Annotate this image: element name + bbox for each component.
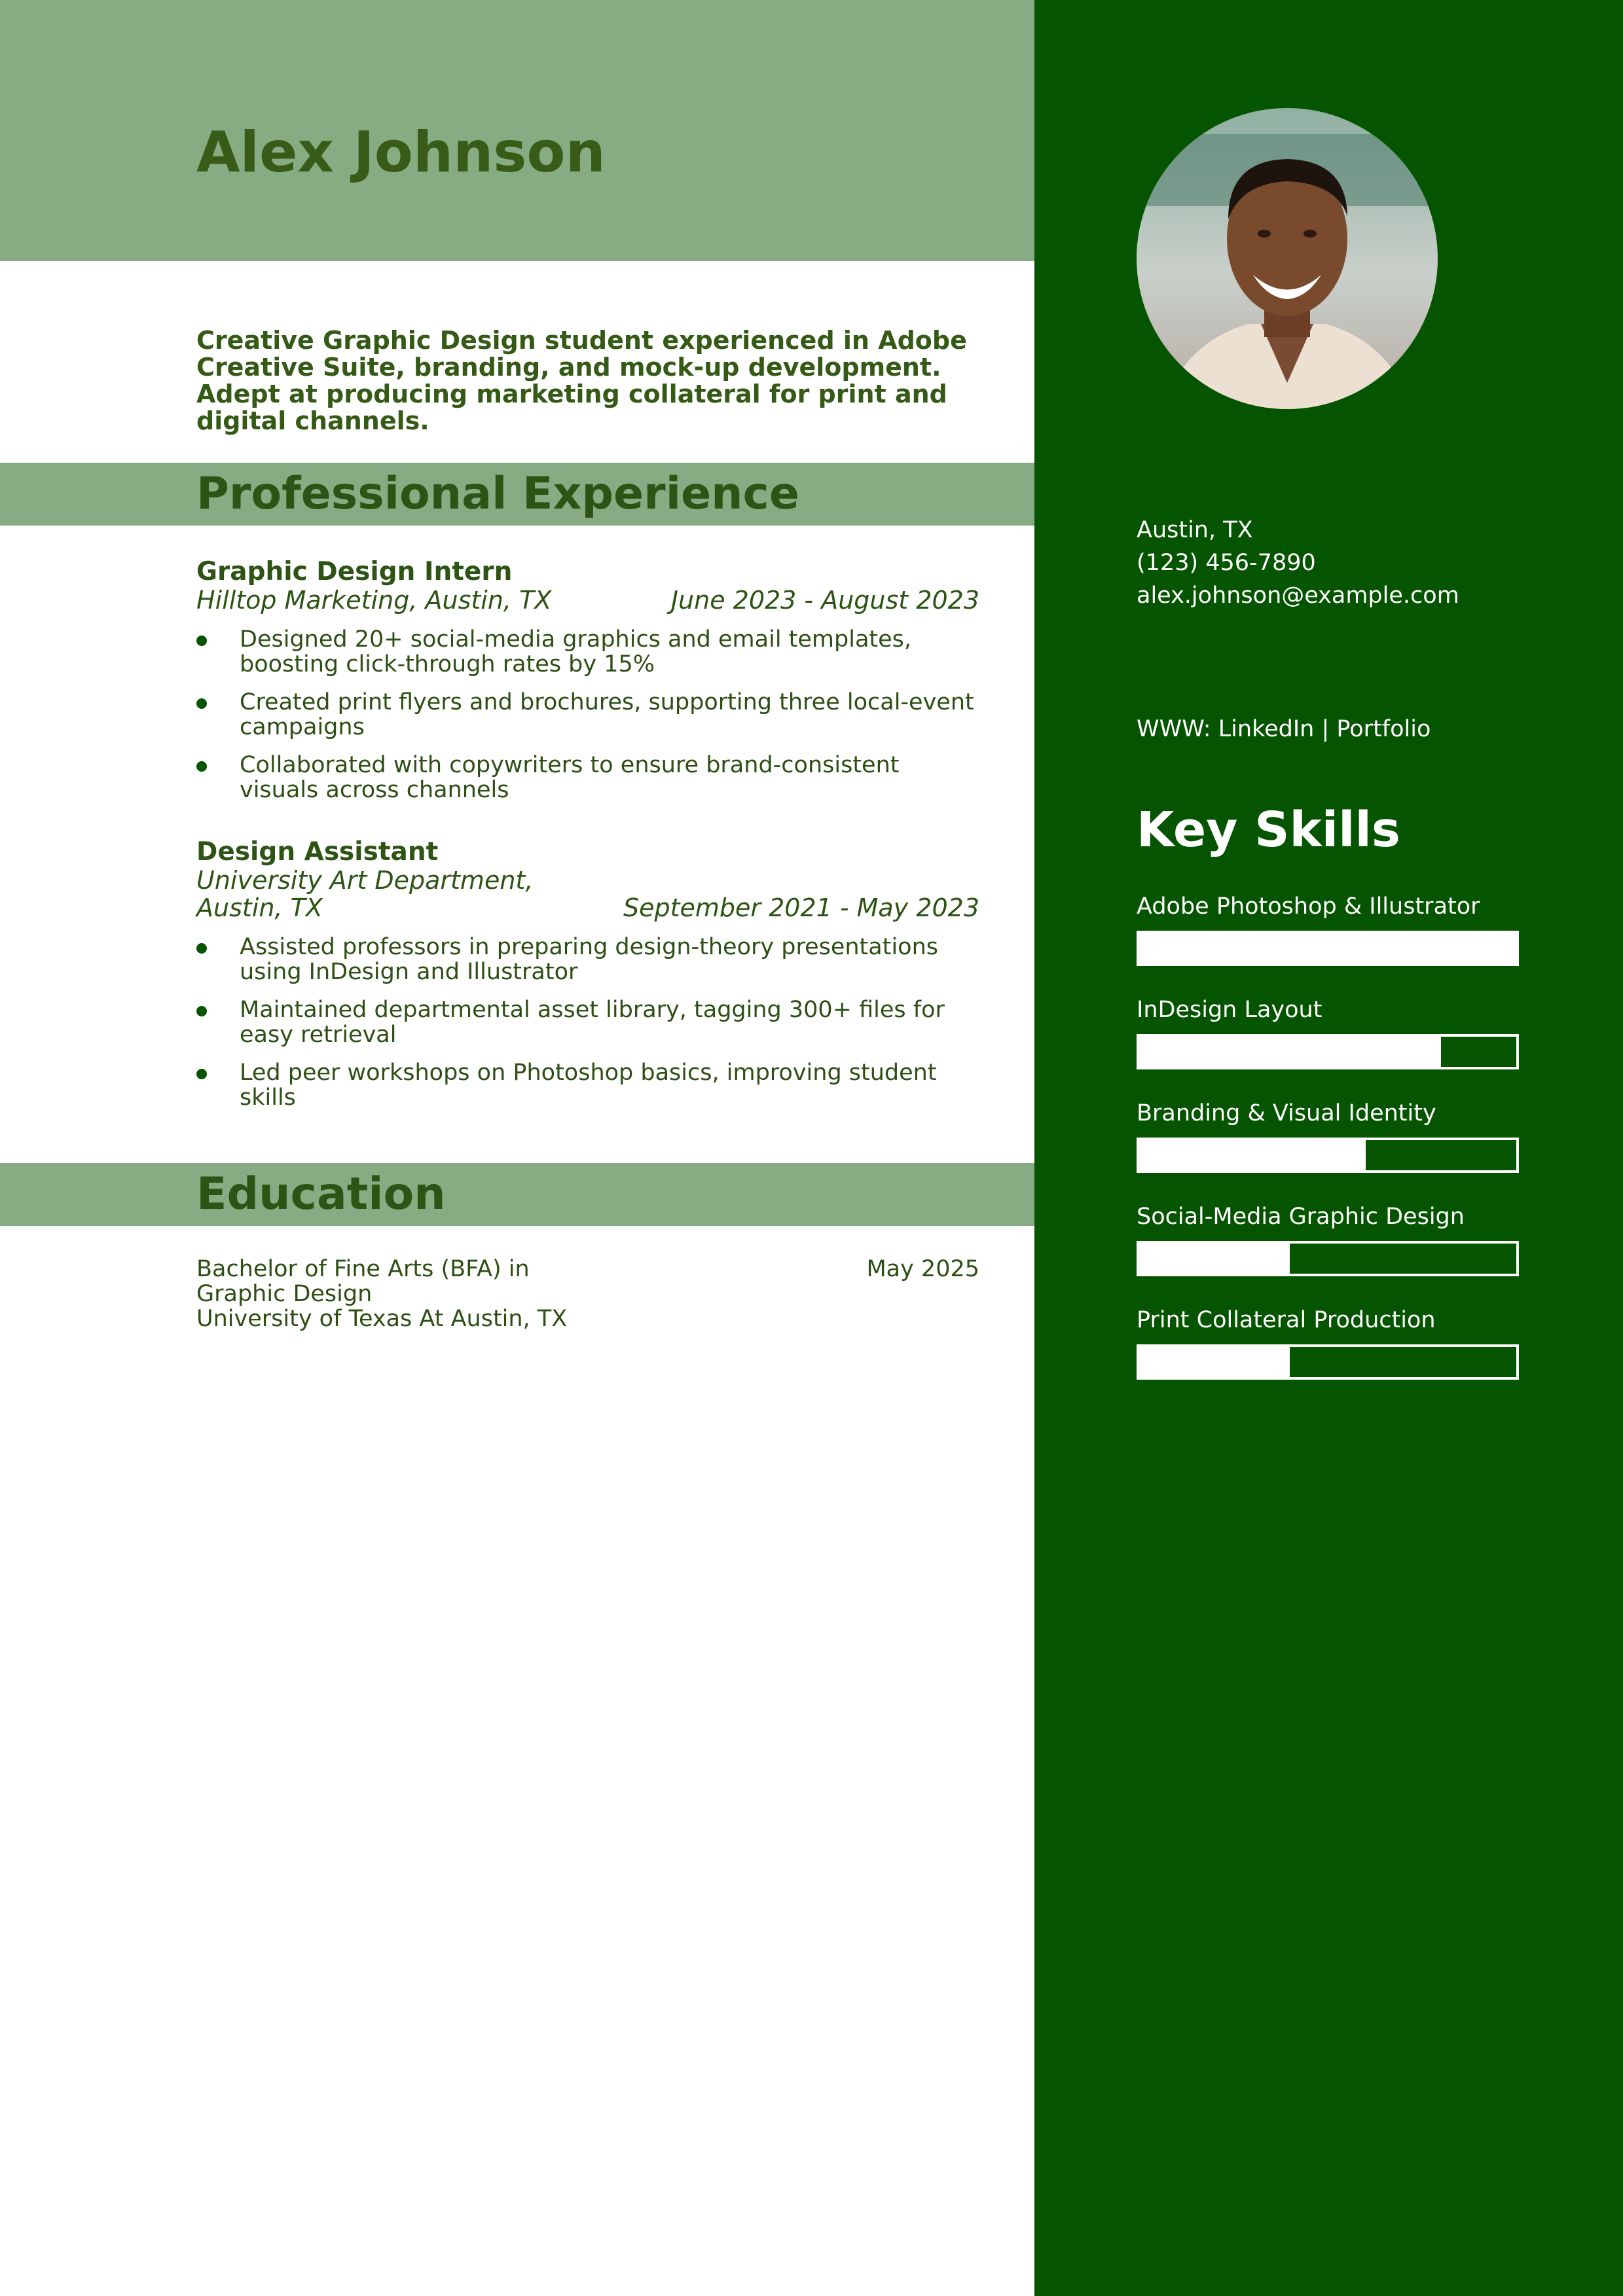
contact-phone: (123) 456-7890: [1137, 550, 1316, 576]
job-location: Austin, TX: [196, 893, 323, 922]
skill-level-fill: [1139, 1140, 1366, 1170]
skill-level-fill: [1139, 1037, 1441, 1067]
job-company: Hilltop Marketing, Austin, TX: [196, 586, 552, 615]
summary: Creative Graphic Design student experienced in Adobe Creative Suite, branding, and mock-up development. Adept at producing marketing collateral for print and digital channels.: [196, 326, 967, 435]
experience-section-header: [0, 463, 1034, 526]
bullet-item: Maintained departmental asset library, tagging 300+ files for easy retrieval: [196, 997, 979, 1047]
education-entry: [196, 1257, 979, 1331]
bullet-icon: [196, 943, 207, 954]
job-entry: [196, 838, 979, 1123]
avatar: [1137, 108, 1438, 409]
skill-label: Print Collateral Production: [1137, 1307, 1436, 1333]
skill-item: [1137, 995, 1519, 1069]
name-banner: [0, 0, 1034, 261]
profile-photo-icon: [1137, 108, 1438, 409]
skill-item: [1137, 1202, 1519, 1276]
bullet-icon: [196, 1006, 207, 1016]
bullet-icon: [196, 1069, 207, 1079]
skill-item: [1137, 1098, 1519, 1173]
bullet-icon: [196, 761, 207, 772]
job-dates: June 2023 - August 2023: [670, 586, 979, 615]
experience-section-title: Professional Experience: [196, 468, 799, 520]
skill-level-bar: [1137, 1241, 1519, 1276]
skill-level-bar: [1137, 1138, 1519, 1173]
education-section-header: [0, 1163, 1034, 1226]
contact-web-links[interactable]: WWW: LinkedIn | Portfolio: [1137, 716, 1431, 742]
education-degree: Bachelor of Fine Arts (BFA) in Graphic Design: [196, 1256, 530, 1307]
skill-label: InDesign Layout: [1137, 997, 1322, 1023]
skill-level-fill: [1139, 1347, 1290, 1377]
candidate-name: Alex Johnson: [196, 120, 606, 185]
bullet-item: Assisted professors in preparing design-theory presentations using InDesign and Illustrator: [196, 935, 979, 984]
job-entry: [196, 558, 979, 816]
bullet-icon: [196, 636, 207, 646]
job-title: Graphic Design Intern: [196, 557, 513, 586]
skill-level-bar: [1137, 1344, 1519, 1380]
job-title: Design Assistant: [196, 837, 439, 867]
bullet-item: Led peer workshops on Photoshop basics, improving student skills: [196, 1060, 979, 1110]
education-section-title: Education: [196, 1168, 446, 1220]
job-meta: [196, 586, 979, 614]
bullet-item: Collaborated with copywriters to ensure brand-consistent visuals across channels: [196, 753, 979, 802]
contact-email[interactable]: alex.johnson@example.com: [1137, 583, 1459, 609]
job-bullets: [196, 935, 979, 1110]
education-date: May 2025: [866, 1256, 979, 1282]
skill-label: Adobe Photoshop & Illustrator: [1137, 893, 1480, 920]
skills-title: Key Skills: [1137, 802, 1400, 858]
skill-item: [1137, 1305, 1519, 1380]
skill-level-fill: [1139, 933, 1516, 963]
job-meta: [196, 867, 979, 922]
job-bullets: [196, 627, 979, 802]
skill-item: [1137, 891, 1519, 966]
bullet-item: Designed 20+ social-media graphics and email templates, boosting click-through rates by 15%: [196, 627, 979, 677]
skill-level-fill: [1139, 1244, 1290, 1274]
skill-label: Branding & Visual Identity: [1137, 1100, 1436, 1126]
bullet-icon: [196, 698, 207, 709]
job-company: University Art Department,: [196, 866, 534, 895]
contact-location: Austin, TX: [1137, 517, 1253, 543]
skill-level-bar: [1137, 1034, 1519, 1069]
education-school: University of Texas At Austin, TX: [196, 1306, 568, 1332]
job-dates: September 2021 - May 2023: [623, 893, 979, 922]
skill-label: Social-Media Graphic Design: [1137, 1204, 1465, 1230]
bullet-item: Created print flyers and brochures, supporting three local-event campaigns: [196, 690, 979, 740]
skill-level-bar: [1137, 931, 1519, 966]
